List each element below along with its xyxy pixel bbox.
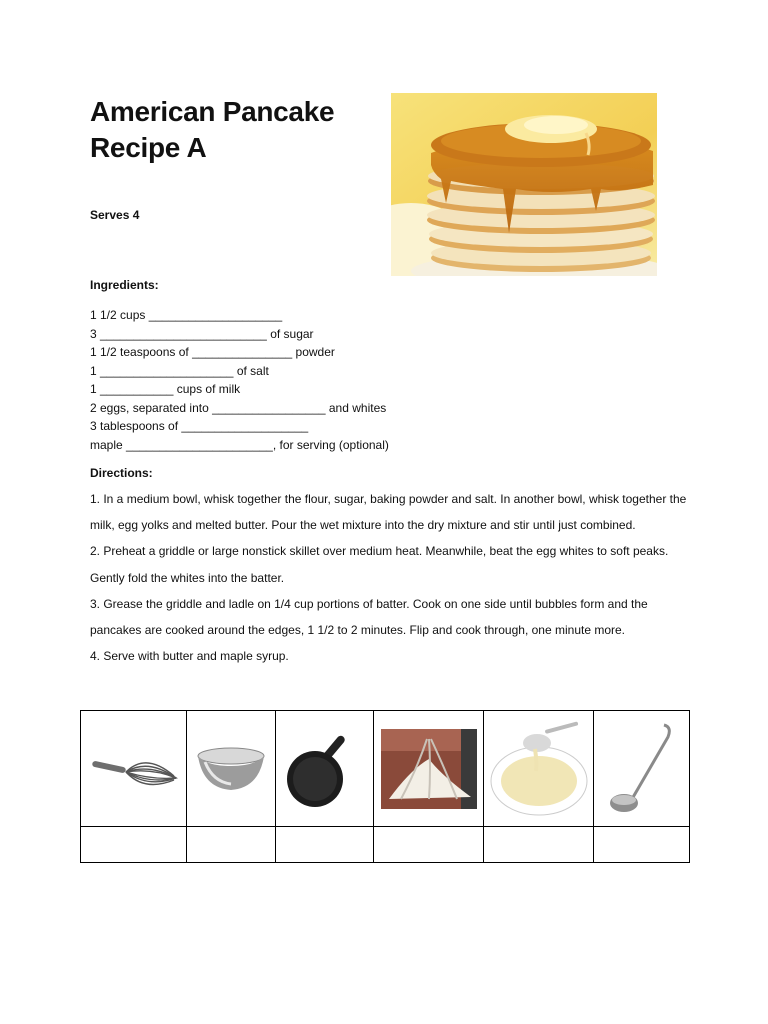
ladle-icon: [602, 721, 682, 817]
tool-cell-ladle: [594, 711, 690, 827]
ingredient-line: 1 1/2 cups ____________________: [90, 308, 283, 322]
directions-heading: Directions:: [90, 466, 153, 480]
direction-step: 3. Grease the griddle and ladle on 1/4 cup portions of batter. Cook on one side until bubbles form and the pancakes are cooked around the edges, 1 1/2 to 2 minutes. Flip and cook through, one minute more.: [90, 596, 648, 638]
ingredient-line: maple ______________________, for serving (optional): [90, 437, 389, 452]
serves-label: Serves 4: [90, 208, 140, 222]
whisk-icon: [86, 744, 182, 794]
ingredient-line: 1 ___________ cups of milk: [90, 382, 241, 396]
ingredient-line: 3 tablespoons of ___________________: [90, 419, 309, 433]
ingredients-list: [90, 306, 389, 454]
ingredient-line: 1 1/2 teaspoons of _______________ powder: [90, 345, 335, 359]
whipped-egg-whites-icon: [381, 729, 477, 809]
direction-step: 4. Serve with butter and maple syrup.: [90, 649, 289, 664]
tool-answer-cell[interactable]: [187, 827, 276, 863]
tool-cell-batter: [484, 711, 594, 827]
page-title: [90, 94, 380, 166]
directions-list: [90, 486, 690, 669]
direction-step: 2. Preheat a griddle or large nonstick skillet over medium heat. Meanwhile, beat the egg whites to soft peaks. Gently fold the whites into the batter.: [90, 544, 669, 585]
tool-cell-egg-whites: [374, 711, 484, 827]
ingredient-line: 2 eggs, separated into _________________ and whites: [90, 400, 387, 415]
title-line-2: Recipe A: [90, 132, 207, 163]
ingredients-heading: Ingredients:: [90, 278, 159, 292]
batter-bowl-icon: [489, 721, 589, 817]
ingredient-line: 1 ____________________ of salt: [90, 363, 269, 378]
tool-answer-cell[interactable]: [594, 827, 690, 863]
pancake-stack-image: [391, 93, 657, 276]
tool-answer-cell[interactable]: [81, 827, 187, 863]
tool-answer-cell[interactable]: [276, 827, 374, 863]
kitchen-tools-table: [80, 710, 690, 863]
tool-cell-bowl: [187, 711, 276, 827]
title-line-1: American Pancake: [90, 96, 335, 127]
tool-cell-whisk: [81, 711, 187, 827]
skillet-icon: [285, 729, 365, 809]
tool-cell-skillet: [276, 711, 374, 827]
tool-answer-cell[interactable]: [374, 827, 484, 863]
mixing-bowl-icon: [195, 744, 267, 794]
direction-step: 1. In a medium bowl, whisk together the flour, sugar, baking powder and salt. In another bowl, whisk together the milk, egg yolks and melted butter. Pour the wet mixture into the dry mixture and stir until just combined.: [90, 492, 687, 533]
tool-answer-cell[interactable]: [484, 827, 594, 863]
ingredient-line: 3 _________________________ of sugar: [90, 326, 314, 341]
